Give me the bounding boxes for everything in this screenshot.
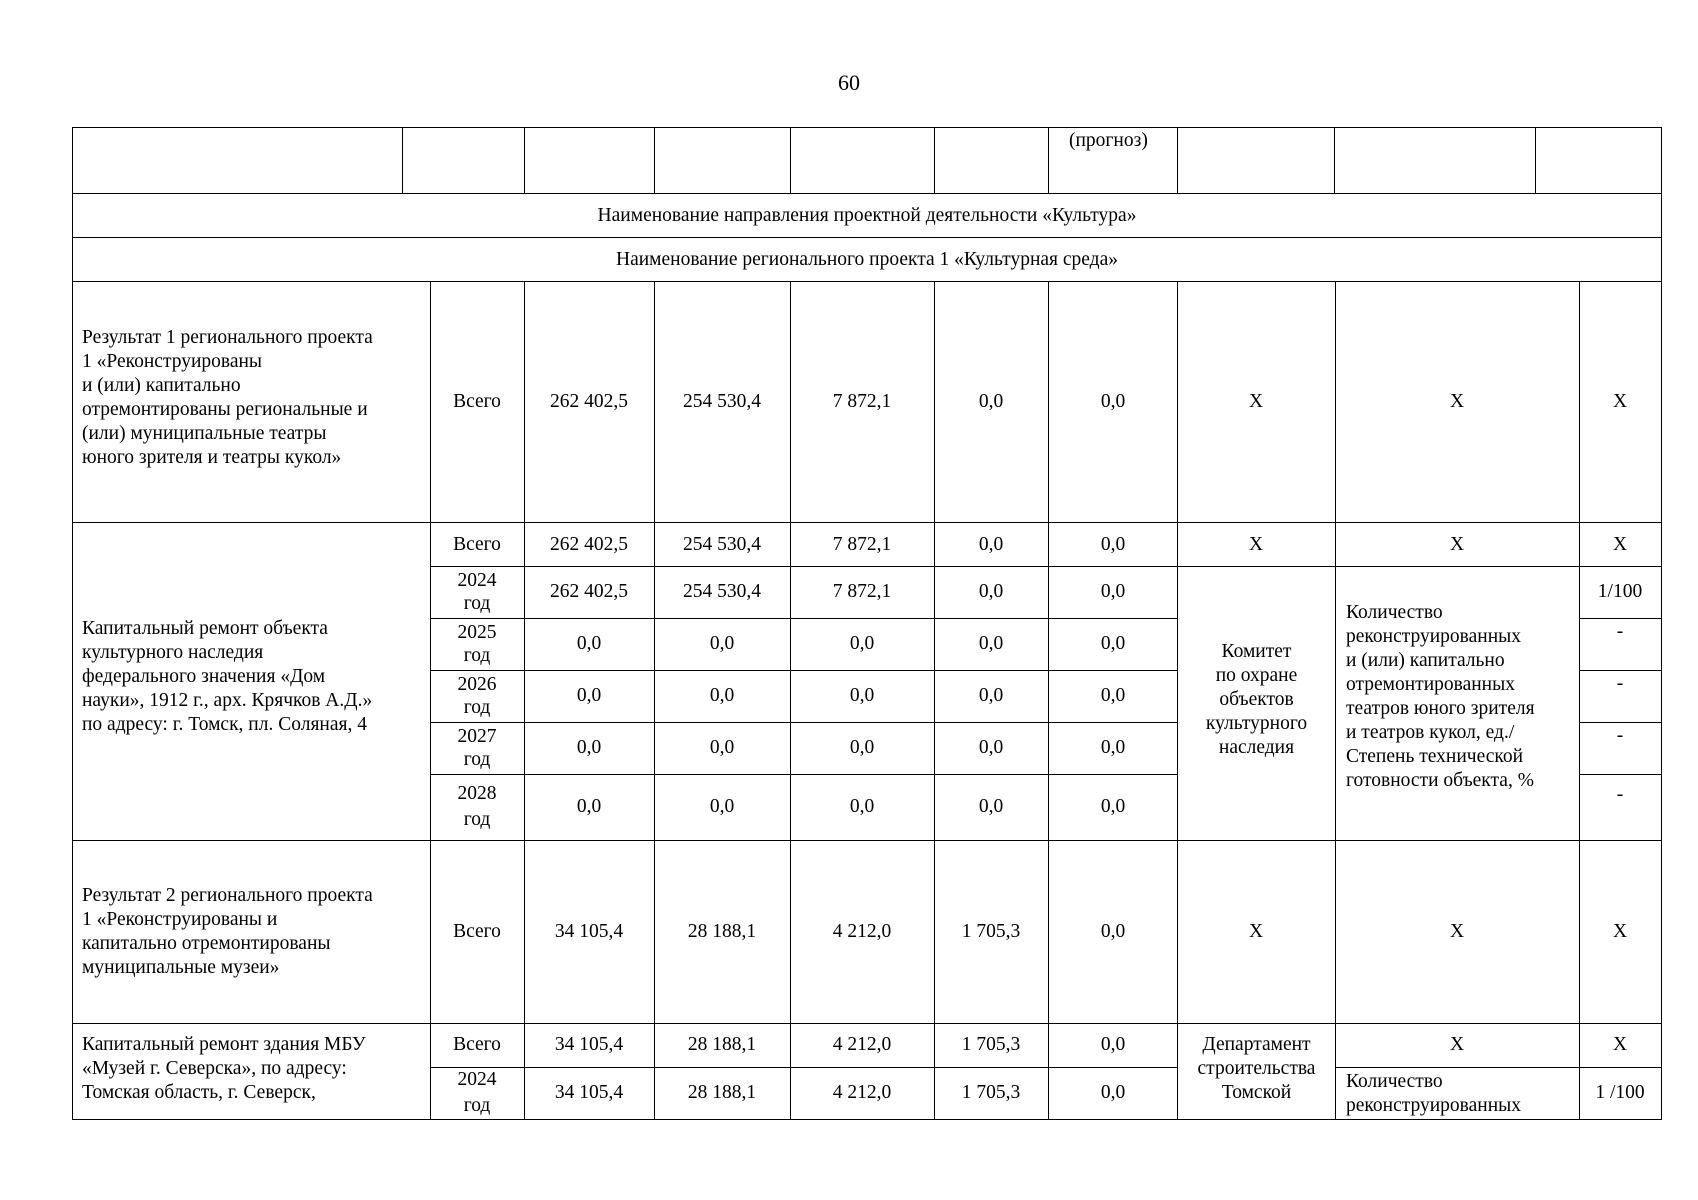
result2-resp: X — [1248, 921, 1264, 942]
object1-row5-v5: 0,0 — [1100, 796, 1126, 817]
object2-indicator: Количество реконструированных — [1346, 1071, 1521, 1116]
result1-v1: 262 402,5 — [550, 391, 628, 412]
object1-row1-v1: 262 402,5 — [550, 581, 628, 602]
object2-row1-v4: 1 705,3 — [961, 1082, 1021, 1103]
object1-row1-v5: 0,0 — [1100, 581, 1126, 602]
object1-row0-v2: 254 530,4 — [683, 534, 761, 555]
forecast-label: (прогноз) — [1069, 130, 1148, 151]
object1-row5-value: - — [1616, 784, 1624, 805]
object2-row0-v5: 0,0 — [1100, 1034, 1126, 1055]
object1-row1-v2: 254 530,4 — [683, 581, 761, 602]
object1-row1-v3: 7 872,1 — [832, 581, 892, 602]
header-cell-8 — [1177, 127, 1335, 194]
object1-row0-v1: 262 402,5 — [550, 534, 628, 555]
object1-row0-v5: 0,0 — [1100, 534, 1126, 555]
object1-row4-year: 2027 год — [457, 726, 497, 770]
result2-v2: 28 188,1 — [687, 921, 757, 942]
result2-v3: 4 212,0 — [832, 921, 892, 942]
object1-row4-v4: 0,0 — [978, 737, 1004, 758]
object1-row1-year: 2024 год — [457, 570, 497, 614]
object1-row5-v4: 0,0 — [978, 796, 1004, 817]
result1-resp: X — [1248, 391, 1264, 412]
object2-row0-ind: X — [1449, 1034, 1465, 1055]
header-cell-9 — [1334, 127, 1536, 194]
object2-name: Капитальный ремонт здания МБУ «Музей г. Северска», по адресу: Томская область, г. Северск, — [82, 1034, 366, 1103]
object1-row3-v5: 0,0 — [1100, 685, 1126, 706]
object1-row0-v4: 0,0 — [978, 534, 1004, 555]
object1-row2-year: 2025 год — [457, 622, 497, 666]
object1-row4-value: - — [1616, 725, 1624, 746]
object2-row1-v5: 0,0 — [1100, 1082, 1126, 1103]
header-cell-10 — [1535, 127, 1662, 194]
direction-title: Наименование направления проектной деятельности «Культура» — [597, 205, 1137, 226]
object2-row0-value: X — [1612, 1034, 1628, 1055]
result2-name: Результат 2 регионального проекта 1 «Реконструированы и капитально отремонтированы муниципальные музеи» — [82, 885, 373, 978]
result1-year: Всего — [453, 391, 501, 412]
object2-row0-v1: 34 105,4 — [554, 1034, 624, 1055]
object2-responsible: Департамент строительства Томской — [1197, 1034, 1316, 1103]
object1-row3-year: 2026 год — [457, 674, 497, 718]
header-cell-5 — [790, 127, 935, 194]
result1-v4: 0,0 — [978, 391, 1004, 412]
object1-row5-v2: 0,0 — [709, 796, 735, 817]
object1-row3-v3: 0,0 — [849, 685, 875, 706]
result1-indicator: X — [1449, 391, 1465, 412]
result2-v5: 0,0 — [1100, 921, 1126, 942]
object2-row0-v3: 4 212,0 — [832, 1034, 892, 1055]
object2-row1-value: 1 /100 — [1595, 1082, 1645, 1103]
object1-row2-value: - — [1616, 621, 1624, 642]
object1-row2-v1: 0,0 — [576, 633, 602, 654]
header-cell-6 — [934, 127, 1049, 194]
object1-row0-ind: X — [1449, 534, 1465, 555]
object1-indicator: Количество реконструированных и (или) капитально отремонтированных театров юного зрителя и театров кукол, ед./ Степень технической готовности объекта, % — [1346, 602, 1535, 791]
object2-row1-year: 2024 год — [457, 1069, 497, 1116]
object1-row0-value: X — [1612, 534, 1628, 555]
object1-name: Капитальный ремонт объекта культурного наследия федерального значения «Дом науки», 1912 г., арх. Крячков А.Д.» по адресу: г. Томск, пл. Соляная, 4 — [82, 618, 373, 735]
object1-responsible: Комитет по охране объектов культурного наследия — [1205, 641, 1308, 758]
result1-name: Результат 1 регионального проекта 1 «Реконструированы и (или) капитально отремонтированы региональные и (или) муниципальные театры юного зрителя и театры кукол» — [82, 327, 373, 468]
result2-value: X — [1612, 921, 1628, 942]
result2-indicator: X — [1449, 921, 1465, 942]
object1-row0-year: Всего — [453, 534, 501, 555]
object1-row3-v2: 0,0 — [709, 685, 735, 706]
object2-row0-v4: 1 705,3 — [961, 1034, 1021, 1055]
object1-row5-v3: 0,0 — [849, 796, 875, 817]
object1-row3-v4: 0,0 — [978, 685, 1004, 706]
object1-row4-v3: 0,0 — [849, 737, 875, 758]
object1-row3-value: - — [1616, 673, 1624, 694]
object2-row1-v2: 28 188,1 — [687, 1082, 757, 1103]
result1-v5: 0,0 — [1100, 391, 1126, 412]
object1-row2-v2: 0,0 — [709, 633, 735, 654]
object1-row3-v1: 0,0 — [576, 685, 602, 706]
header-cell-1 — [72, 127, 403, 194]
result2-v4: 1 705,3 — [961, 921, 1021, 942]
result1-v3: 7 872,1 — [832, 391, 892, 412]
object1-row1-v4: 0,0 — [978, 581, 1004, 602]
object2-row0-year: Всего — [453, 1034, 501, 1055]
result2-v1: 34 105,4 — [554, 921, 624, 942]
header-cell-4 — [654, 127, 791, 194]
page-number: 60 — [838, 70, 860, 95]
object1-row0-resp: X — [1248, 534, 1264, 555]
header-cell-2 — [402, 127, 525, 194]
object1-row4-v5: 0,0 — [1100, 737, 1126, 758]
object2-row1-v1: 34 105,4 — [554, 1082, 624, 1103]
object1-row0-v3: 7 872,1 — [832, 534, 892, 555]
result1-v2: 254 530,4 — [683, 391, 761, 412]
object2-row0-v2: 28 188,1 — [687, 1034, 757, 1055]
object1-row2-v5: 0,0 — [1100, 633, 1126, 654]
object1-row4-v1: 0,0 — [576, 737, 602, 758]
header-cell-3 — [524, 127, 655, 194]
object1-row2-v4: 0,0 — [978, 633, 1004, 654]
object1-row2-v3: 0,0 — [849, 633, 875, 654]
result1-value: X — [1612, 391, 1628, 412]
object2-row1-v3: 4 212,0 — [832, 1082, 892, 1103]
object1-row5-year: 2028 год — [457, 783, 497, 830]
object1-row4-v2: 0,0 — [709, 737, 735, 758]
result2-year: Всего — [453, 921, 501, 942]
project-title: Наименование регионального проекта 1 «Культурная среда» — [615, 249, 1119, 270]
object1-row1-value: 1/100 — [1597, 581, 1643, 602]
object1-row5-v1: 0,0 — [576, 796, 602, 817]
